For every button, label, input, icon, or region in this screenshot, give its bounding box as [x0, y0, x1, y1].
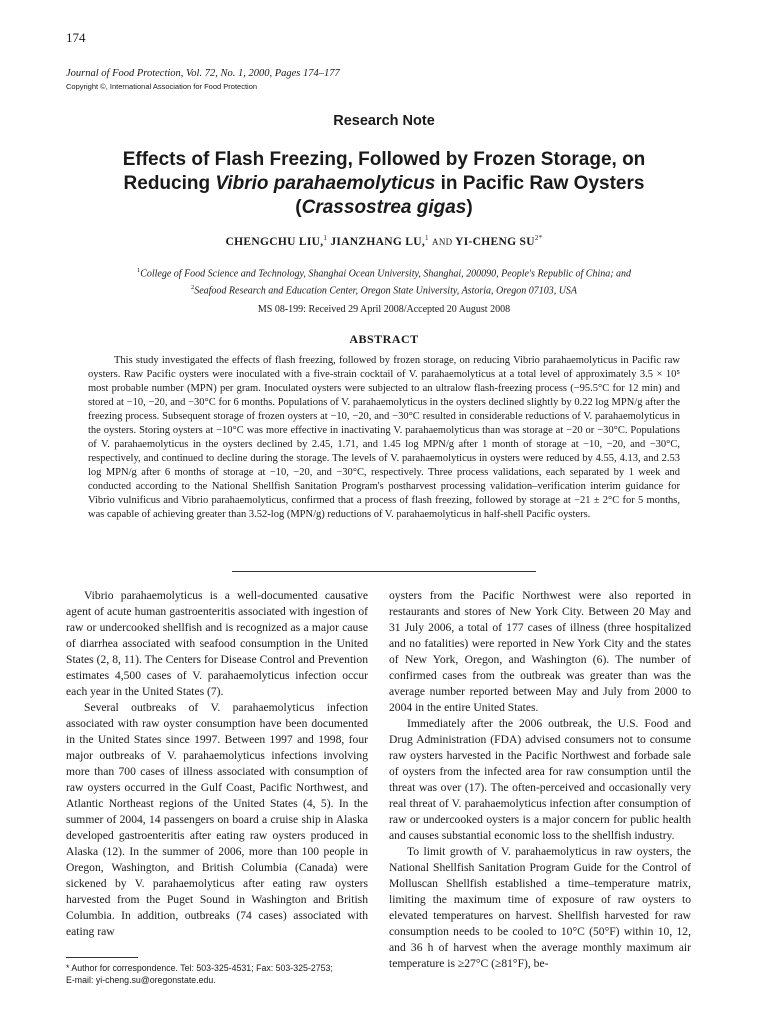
body-column-left: [66, 588, 368, 940]
footnote-line-2: E-mail: yi-cheng.su@oregonstate.edu.: [66, 975, 216, 985]
body-paragraph: Immediately after the 2006 outbreak, the U.S. Food and Drug Administration (FDA) advised consumers not to consume raw oysters harvested in the Pacific Northwest and forbade sale of oysters from the infected area for raw consumption until the threat was over (17). The often-perceived and occasionally very real threat of V. parahaemolyticus infection after consumption of raw or undercooked oysters is a major concern for public health and causes substantial economic loss to the shellfish industry.: [389, 717, 691, 842]
title-line-3: [60, 196, 708, 220]
title-line-2-pre: Reducing: [123, 173, 216, 194]
title-line-2: [60, 172, 708, 196]
section-divider: [232, 571, 536, 572]
journal-citation: Journal of Food Protection, Vol. 72, No. 1, 2000, Pages 174–177: [66, 68, 340, 79]
author-1: CHENGCHU LIU,: [225, 235, 324, 248]
author-conjunction: AND: [432, 236, 453, 247]
affiliation-1-text: College of Food Science and Technology, Shanghai Ocean University, Shanghai, 200090, People's Republic of China; and: [140, 268, 632, 280]
affiliation-2-marker: 2: [190, 283, 195, 291]
title-line-1: Effects of Flash Freezing, Followed by Frozen Storage, on: [122, 149, 646, 170]
footnote-rule: [66, 957, 138, 958]
abstract-heading: ABSTRACT: [349, 332, 419, 346]
author-3: YI-CHENG SU: [455, 235, 535, 248]
body-column-right: [389, 588, 691, 972]
page-number: 174: [66, 30, 86, 45]
body-paragraph: oysters from the Pacific Northwest were also reported in restaurants and stores of New York City. Between 20 May and 31 July 2006, a total of 177 cases of illness (three hospitalized and no fatalities) were reported in New York City and the states of New York, Oregon, and Washington (6). The number of confirmed cases from the outbreak was greater than was the average number reported between May and July from 2000 to 2004 in the entire United States.: [389, 589, 691, 714]
section-label: Research Note: [333, 113, 435, 129]
author-1-affil: 1: [323, 234, 328, 242]
title-line-2-post: in Pacific Raw Oysters: [435, 173, 645, 194]
manuscript-dates: MS 08-199: Received 29 April 2008/Accepted 20 August 2008: [257, 304, 511, 315]
body-paragraph: Vibrio parahaemolyticus is a well-documented causative agent of acute human gastroenteritis associated with ingestion of raw or undercooked shellfish and is recognized as a major cause of diarrhea associated with seafood consumption in the United States (2, 8, 11). The Centers for Disease Control and Prevention estimates 4,500 cases of V. parahaemolyticus infection occur each year in the United States (7).: [66, 589, 368, 698]
title-species: Crassostrea gigas: [301, 197, 467, 218]
affiliation-2: [60, 281, 708, 298]
correspondence-footnote: [66, 962, 368, 986]
author-2-affil: 1: [425, 234, 429, 242]
title-paren-open: (: [295, 197, 302, 218]
abstract-text: This study investigated the effects of flash freezing, followed by frozen storage, on reducing Vibrio parahaemolyticus in Pacific raw oysters. Raw Pacific oysters were inoculated with a five-strain cocktail of V. parahaemolyticus at a total level of approximately 3.5 × 10⁵ most probable number (MPN) per gram. Inoculated oysters were subjected to an ultralow flash-freezing process (−95.5°C for 12 min) and stored at −10, −20, and −30°C for 6 months. Populations of V. parahaemolyticus in the oysters declined slightly by 0.22 log MPN/g after the freezing process. Subsequent storage of frozen oysters at −10, −20, and −30°C resulted in considerable reductions of V. parahaemolyticus in the oysters. Storing oysters at −10°C was more effective in inactivating V. parahaemolyticus than was storage at −20 or −30°C. Populations of V. parahaemolyticus in the oysters declined by 2.45, 1.71, and 1.45 log MPN/g after 1 month of storage at −10, −20, and −30°C, respectively, and continued to decline during the storage. The levels of V. parahaemolyticus in oysters were reduced by 4.55, 4.13, and 2.53 log MPN/g after 6 months of storage at −10, −20, and −30°C, respectively. Three process validations, each separated by 1 week and conducted according to the National Shellfish Sanitation Program's postharvest processing validation–verification interim guidance for Vibrio vulnificus and Vibrio parahaemolyticus, confirmed that a process of flash freezing, followed by storage at −21 ± 2°C for 5 months, was capable of achieving greater than 3.52-log (MPN/g) reductions of V. parahaemolyticus in half-shell Pacific oysters.: [88, 355, 680, 520]
affiliation-2-text: Seafood Research and Education Center, Oregon State University, Astoria, Oregon 07103, USA: [194, 285, 578, 297]
affiliation-1: [60, 264, 708, 281]
body-paragraph: To limit growth of V. parahaemolyticus in raw oysters, the National Shellfish Sanitation Program Guide for the Control of Molluscan Shellfish established a time–temperature matrix, limiting the maximum time of exposure of raw oysters to elevated temperatures on harvest. Shellfish harvested for raw consumption needs to be cooled to 10°C (50°F) within 10, 12, and 36 h of harvest when the average monthly maximum air temperature is ≥27°C (≥81°F), be-: [389, 845, 691, 970]
author-list: [0, 234, 768, 248]
affiliation-1-marker: 1: [136, 267, 141, 274]
copyright-line: Copyright ©, International Association for Food Protection: [66, 82, 258, 91]
body-paragraph: Several outbreaks of V. parahaemolyticus infection associated with raw oyster consumption have been documented in the United States since 1997. Between 1997 and 1998, four major outbreaks of V. parahaemolyticus infections involving more than 700 cases of illness associated with consumption of raw oysters occurred in the Gulf Coast, Pacific Northwest, and Atlantic Northeast regions of the United States (4, 5). In the summer of 2004, 14 passengers on board a cruise ship in Alaska developed gastroenteritis after eating raw oysters produced in Alaska (12). In the summer of 2006, more than 100 people in Oregon, Washington, and British Columbia (Canada) were sickened by V. parahaemolyticus after eating raw oysters harvested from the Puget Sound in Washington and British Columbia. In addition, outbreaks (74 cases) associated with eating raw: [66, 701, 368, 938]
affiliations: [60, 264, 708, 298]
footnote-line-1: * Author for correspondence. Tel: 503-325-4531; Fax: 503-325-2753;: [66, 963, 333, 973]
title-organism: Vibrio parahaemolyticus: [215, 173, 436, 194]
author-2: JIANZHANG LU,: [330, 235, 426, 248]
paper-title: [60, 148, 708, 220]
title-paren-close: ): [466, 197, 473, 218]
author-3-affil: 2*: [534, 234, 543, 242]
